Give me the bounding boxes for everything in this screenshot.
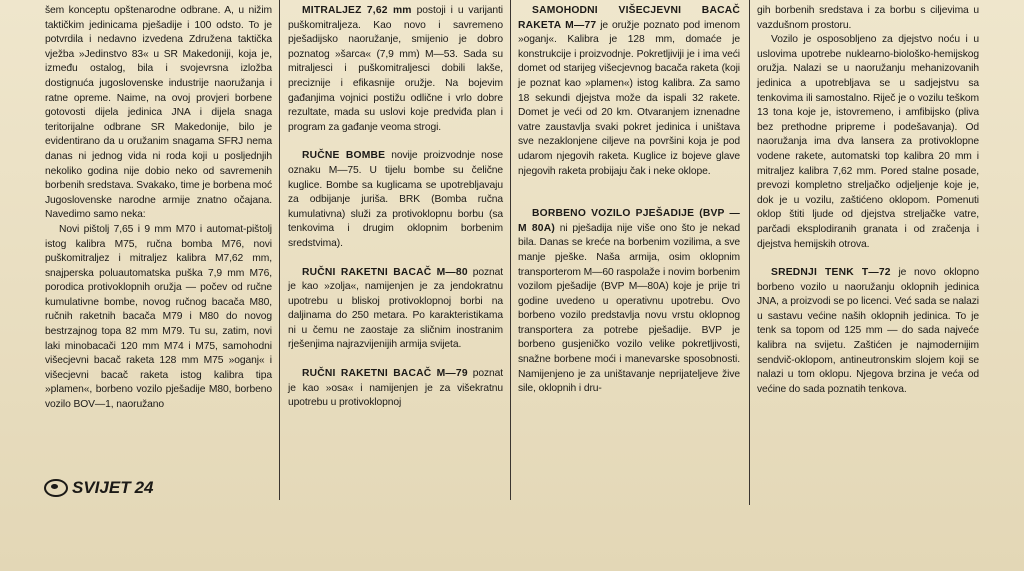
paragraph-text: šem konceptu opštenarodne odbrane. A, u nižim taktičkim jedinicama pješadije i 100 odsto. To je potvrdila i nedavno izvedena Združena taktička vježba »Jedinstvo 83« u SR Makedoniji, koja je, između ostalog, bila i svojevrsna izložba dostignuća jugoslovenske industrije naoružanja i ratne opreme. Naime, na ovoj provjeri borbene gotovosti dijela jedinica JNA i dijela snaga teritorijalne odbrane SR Makedonije, bilo je evidentirano da u oružanim snagama SFRJ nema danas ni jednog vida ni roda koji u posljednjih nekoliko godina nije dobio neko od savremenih borbenih sredstava. Svakako, time je borbena moć Jugoslovenske narodne armije znatno očajana. Navedimo samo neka:: [45, 5, 273, 221]
article-paragraph: [288, 367, 503, 411]
article-column-4: [757, 4, 979, 397]
paragraph-spacer: [518, 179, 740, 193]
article-paragraph: [288, 4, 503, 135]
column-rule: [510, 0, 511, 500]
column-rule: [279, 0, 280, 500]
article-paragraph: [45, 4, 272, 223]
section-heading: RUČNI RAKETNI BACAČ M—80: [302, 266, 468, 278]
paragraph-text: novije proizvodnje nose oznaku M—75. U tijelu bombe su čelične kuglice. Bombe sa kuglicama se upotrebljavaju za odbijanje jurišа. BRK (Bomba ručna kumulativna) služi za protivoklopnu borbu (sa tenkovima i drugim oklopnim borbenim sredstvima).: [288, 150, 504, 249]
section-heading: BORBENO VOZILO PJEŠADIJE (BVP — M 80A): [518, 208, 740, 234]
article-paragraph: [757, 4, 979, 33]
paragraph-text: je oružje poznato pod imenom »oganj«. Kalibra je 128 mm, domaće je konstrukcije i proizvodnje. Pokretljiviji je i ima veći domet od starijeg višecjevnog bacača raketa (koji je poznat kao »plamen«) istog kalibra. Za samo 18 sekundi djejstva može da ispali 32 rakete. Domet je veći od 20 km. Otvaranjem iznenadne vatre zaustavlja svaki pokret jedinica i uništava sve nezaklonjene ciljeve na površini koja je pod udarom njegovih raketa. Kuglice iz bojeve glave njegovih raketa probijaju čak i neke oklope.: [518, 19, 740, 177]
page-footer: [44, 478, 154, 498]
paragraph-text: Vozilo je osposobljeno za djejstvo noću i u uslovima upotrebe nuklearno-biološko-hemijskog oružja. Nalazi se u naoružanju mehanizovanih jedinica a upotrebljava se u sadjejstvu sa tenkovima ili samostalno. Riječ je o vozilu teškom 13 tona koje je, istovremeno, i amfibijsko (pliva bez prethodne pripreme i podešavanja). Od naoružanja ima dva lansera za protivoklopne vodene rakete, automatski top kalibra 20 mm i mitraljez kalibra 7,62 mm. Pored stalne posade, prevozi kompletno streljačko odjeljenje koje je, dok je u vozilu, zaštićeno oklopom. Pomenuti oklop štiti ljude od djejstva streljačke vatre, parčadi eksplodiranih granata i od zračenja i djejstva hemijskih otrova.: [757, 34, 979, 250]
section-heading: RUČNE BOMBE: [302, 150, 386, 162]
paragraph-text: ni pješadija nije više ono što je nekad bila. Danas se kreće na borbenim vozilima, a sve manje pješke. Naša armija, osim oklopnim transporterom M—60 raspolaže i novim borbenim vozilom pješadije (BVP M—80A) koje je prije tri godine uvedeno u operativnu upotrebu. Ovo borbeno vozilo predstavlja novu vrstu oklopnog transportera za potrebe pješadije. BVP je borbeno gusjeničko vozilo velike pokretljivosti, snažne borbene moći i manevarske sposobnosti. Namijenjeno je za uništavanje neprijateljeve žive sile, oklopnih i dru-: [518, 222, 740, 395]
article-column-2: [288, 4, 503, 411]
paragraph-text: gih borbenih sredstava i za borbu s ciljevima u vazdušnom prostoru.: [757, 5, 979, 31]
paragraph-spacer: [757, 252, 979, 266]
paragraph-spacer: [288, 353, 503, 367]
article-paragraph: [518, 207, 740, 397]
article-paragraph: [45, 223, 272, 413]
paragraph-text: Novi pištolj 7,65 i 9 mm M70 i automat-pištolj istog kalibra M75, ručna bomba M76, novi puškomitraljez i mitraljez kalibra M7,62 mm, snajperska poluautomatska puška 7,9 mm M76, porodica protivoklopnih oružja — počev od ručne kumulativne bombe, novog ručnog bacača M80, ručnih raketnih bacača M79 i M80 do novog bestrzajnog topa 82 mm M79. Tu su, zatim, novi laki minobacači 120 mm M74 i M75, samohodni višecjevni bacač raketa 128 mm M75 »oganj« i višecjevni bacač raketa istog kalibra tipa »plamen«, borbeno vozilo pješadije M80, borbeno vozilo BOV—1, naoružano: [45, 223, 272, 411]
section-heading: SREDNJI TENK T—72: [771, 267, 891, 279]
column-rule: [749, 0, 750, 505]
magazine-logo-icon: [44, 479, 68, 497]
paragraph-text: postoji i u varijanti puškomitraljeza. Kao novo i savremeno pješadijsko naoružanje, smijenio je dobro poznatog »šarca« (7,9 mm) M—53. Sada su mitraljesci i puškomitraljesci dobili lakše, preciznije i efikasnije oružje. Na bojevim gađanjima vojnici postižu odlične i vrlo dobre rezultate, mada su uslovi koje predviđa plan i program za gađanje veoma strogi.: [288, 5, 503, 133]
section-heading: SAMOHODNI VIŠECJEVNI BACAČ RAKETA M—77: [518, 5, 740, 31]
paragraph-spacer: [288, 135, 503, 149]
magazine-name: SVIJET: [72, 478, 131, 497]
article-paragraph: [288, 149, 503, 251]
paragraph-text: poznat je kao »zolja«, namijenjen je za jendokratnu upotrebu u bliskoj protivoklopnoj borbi na daljinama do 250 metara. Po karakteristikama ni u čemu ne zaostaje za sličnim inostranim rješenjima najrazvijenijih armija svijeta.: [288, 266, 504, 351]
article-paragraph: [288, 266, 503, 354]
page-number: 24: [134, 478, 154, 497]
article-column-3: [518, 4, 740, 397]
section-heading: MITRALJEZ 7,62 mm: [302, 5, 412, 16]
section-heading: RUČNI RAKETNI BACAČ M—79: [302, 368, 468, 380]
paragraph-text: poznat je kao »osa« i namijenjen je za višekratnu upotrebu u protivoklopnoj: [288, 368, 504, 409]
article-column-1: [45, 4, 272, 413]
article-paragraph: [518, 4, 740, 179]
article-paragraph: [757, 33, 979, 252]
paragraph-text: je novo oklopno borbeno vozilo u naoružanju oklopnih jedinica JNA, a proizvodi se po licenci. Već sada se nalazi u sastavu većine naših oklopnih jedinica. To je tenk sa topom od 125 mm — do sada najveće kalibra na svijetu. Zaštićen je najmodernijim sendvič-oklopom, antineutronskim slojem koji se nalazi u tom oklopu. Njegova brzina je veća od većine do sada poznatih tenkova.: [757, 267, 979, 395]
paragraph-spacer: [518, 193, 740, 207]
paragraph-spacer: [288, 252, 503, 266]
article-paragraph: [757, 266, 979, 397]
